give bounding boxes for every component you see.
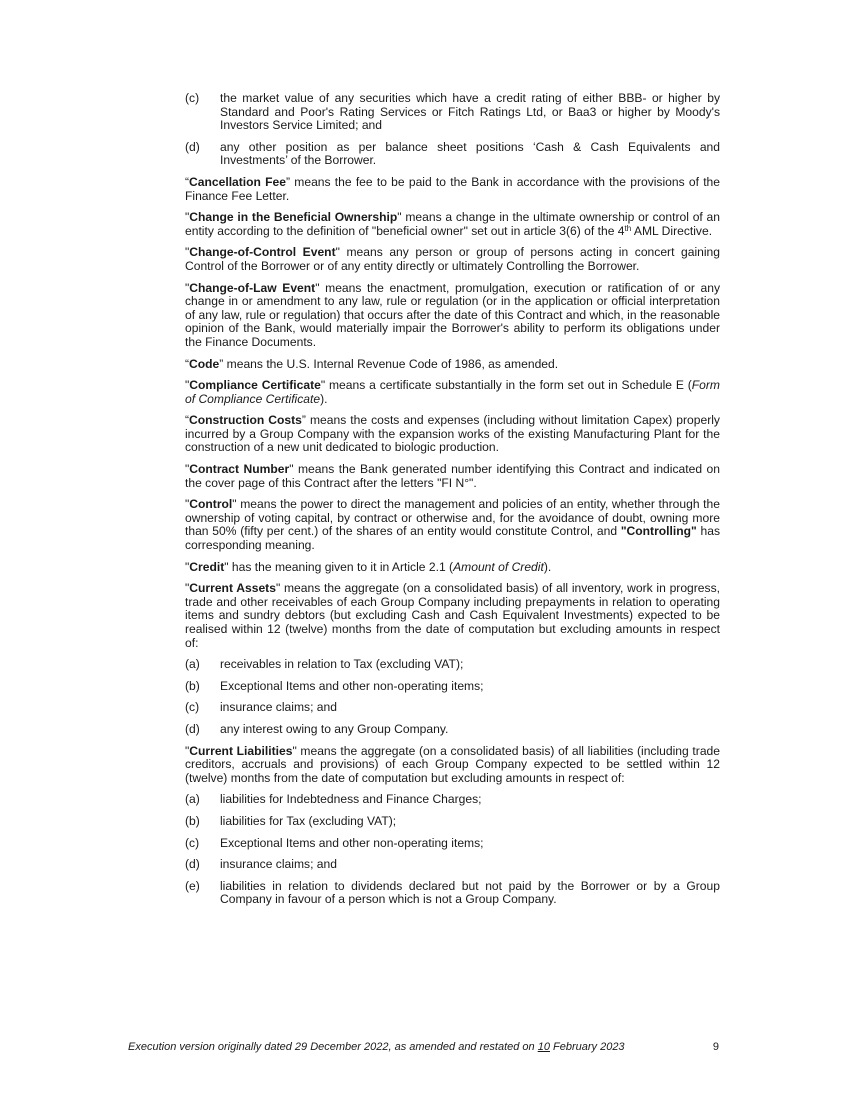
footer-text: Execution version originally dated 29 December 2022, as amended and restated on — [128, 1041, 538, 1053]
reference-title: Amount of Credit — [453, 559, 544, 574]
list-item-label: (b) — [185, 813, 200, 828]
definition-credit: "Credit" has the meaning given to it in Article 2.1 (Amount of Credit). — [185, 559, 552, 574]
current-liabilities-exclusions-list — [185, 793, 720, 907]
definition-change-beneficial-ownership: "Change in the Beneficial Ownership" means a change in the ultimate ownership or control of an entity according to the definition of "beneficial owner" set out in article 3(6) of the 4th AML Directive. — [185, 210, 720, 238]
list-item — [185, 815, 720, 829]
list-item — [185, 793, 720, 807]
list-item-text: insurance claims; and — [220, 700, 337, 715]
definition-text: means the enactment, promulgation, execution or ratification of or any change in or amendment to any law, rule or regulation (or in the application or official interpretation of any law, rule or regulation) that occurs after the date of this Contract and which, in the reasonable opinion of the Bank, would materially impair the Borrower's ability to perform its obligations under the Finance Documents. — [185, 280, 720, 349]
definition-text: has the meaning given to it in Article 2.1 ( — [228, 559, 454, 574]
list-item — [185, 858, 720, 872]
page-number: 9 — [712, 1041, 719, 1053]
list-item-text: Exceptional Items and other non-operating items; — [220, 678, 484, 693]
defined-term: Change-of-Law Event — [189, 280, 316, 295]
list-item — [185, 680, 720, 694]
definition-construction-costs: “Construction Costs” means the costs and expenses (including without limitation Capex) properly incurred by a Group Company with the expansion works of the existing Manufacturing Plant for the construction of a new unit dedicated to biologic production. — [185, 413, 720, 455]
page-footer — [128, 1041, 719, 1053]
defined-term: Cancellation Fee — [189, 174, 287, 189]
definition-text: means the Bank generated number identifying this Contract and indicated on the cover page of this Contract after the letters "FI N°". — [185, 462, 720, 490]
definition-cancellation-fee: “Cancellation Fee” means the fee to be paid to the Bank in accordance with the provisions of the Finance Fee Letter. — [185, 174, 721, 203]
list-item — [185, 658, 720, 672]
definition-control: "Control" means the power to direct the management and policies of an entity, whether through the ownership of voting capital, by contract or otherwise and, for the avoidance of doubt, owning more than 50% (fifty per cent.) of the shares of an entity would constitute Control, and "Controlling" has corresponding meaning. — [185, 497, 720, 553]
defined-term: Change in the Beneficial Ownership — [189, 210, 398, 225]
list-item-label: (c) — [185, 835, 200, 850]
list-item — [185, 880, 720, 907]
definition-text: means the power to direct the management and policies of an entity, whether through the ownership of voting capital, by contract or otherwise and, for the avoidance of doubt, owning more than 50% (fifty per cent.) of the shares of an entity would constitute Control, and — [185, 497, 720, 539]
list-item-text: insurance claims; and — [220, 857, 337, 872]
definition-text: means the aggregate (on a consolidated basis) of all inventory, work in progress, trade and other receivables of each Group Company including prepayments in relation to operating items and sundry debtors (but excluding Cash and Cash Equivalent Investments) expected to be realised within 12 (twelve) months from the date of computation but excluding amounts in respect of: — [185, 581, 720, 650]
defined-term: Credit — [189, 559, 225, 574]
definition-text: means the fee to be paid to the Bank in accordance with the provisions of the Finance Fee Letter. — [185, 174, 721, 203]
current-assets-exclusions-list — [185, 658, 720, 736]
definition-text: means any person or group of persons acting in concert gaining Control of the Borrower or of any entity directly or ultimately Controlling the Borrower. — [185, 245, 720, 273]
definition-current-assets: "Current Assets" means the aggregate (on a consolidated basis) of all inventory, work in progress, trade and other receivables of each Group Company including prepayments in relation to operating items and sundry debtors (but excluding Cash and Cash Equivalent Investments) expected to be realised within 12 (twelve) months from the date of computation but excluding amounts in respect of: — [185, 581, 720, 650]
list-item-label: (b) — [185, 678, 200, 693]
defined-term: "Controlling" — [620, 524, 697, 539]
definition-text: has corresponding meaning. — [185, 524, 720, 553]
list-item-label: (c) — [185, 700, 200, 715]
definition-code: “Code” means the U.S. Internal Revenue Code of 1986, as amended. — [185, 356, 559, 371]
defined-term: Code — [189, 356, 220, 371]
list-item-label: (c) — [185, 91, 200, 105]
list-item-text: Exceptional Items and other non-operating items; — [220, 835, 484, 850]
ordinal-suffix: th — [624, 223, 632, 233]
defined-term: Compliance Certificate — [189, 378, 321, 393]
page-body — [185, 92, 720, 915]
defined-term: Current Liabilities — [189, 743, 293, 758]
list-item-label: (e) — [185, 878, 200, 893]
definition-text: ). — [543, 559, 552, 574]
definition-text: means a certificate substantially in the form set out in Schedule E ( — [325, 378, 692, 393]
definition-text: AML Directive. — [631, 223, 713, 238]
list-item — [185, 701, 720, 715]
definition-text: means a change in the ultimate ownership or control of an entity according to the definition of "beneficial owner" set out in article 3(6) of the 4 — [185, 210, 720, 238]
top-list — [185, 92, 720, 168]
definition-contract-number: "Contract Number" means the Bank generated number identifying this Contract and indicated on the cover page of this Contract after the letters "FI N°". — [185, 462, 720, 490]
definition-text: means the costs and expenses (including without limitation Capex) properly incurred by a Group Company with the expansion works of the existing Manufacturing Plant for the construction of a new unit dedicated to biologic production. — [185, 413, 720, 455]
list-item-text: any interest owing to any Group Company. — [220, 721, 449, 736]
definition-text: ). — [320, 391, 328, 406]
list-item-label: (a) — [185, 657, 200, 672]
list-item-text: receivables in relation to Tax (excluding VAT); — [220, 657, 464, 672]
list-item-text: liabilities in relation to dividends declared but not paid by the Borrower or by a Group Company in favour of a person which is not a Group Company. — [220, 878, 720, 907]
list-item — [185, 92, 720, 133]
reference-title: Form of Compliance Certificate — [185, 378, 720, 406]
list-item-label: (d) — [185, 139, 200, 154]
definition-text: means the U.S. Internal Revenue Code of 1986, as amended. — [223, 356, 559, 371]
list-item-text: any other position as per balance sheet positions ‘Cash & Cash Equivalents and Investments’ of the Borrower. — [220, 139, 720, 168]
list-item-text: the market value of any securities which have a credit rating of either BBB- or higher by Standard and Poor's Rating Services or Fitch Ratings Ltd, or Baa3 or higher by Moody's Investors Service Limited; and — [220, 91, 720, 133]
defined-term: Control — [189, 497, 233, 512]
defined-term: Construction Costs — [189, 413, 302, 428]
list-item-label: (d) — [185, 721, 200, 736]
definition-change-of-law-event: "Change-of-Law Event" means the enactment, promulgation, execution or ratification of or any change in or amendment to any law, rule or regulation (or in the application or official interpretation of any law, rule or regulation) that occurs after the date of this Contract and which, in the reasonable opinion of the Bank, would materially impair the Borrower's ability to perform its obligations under the Finance Documents. — [185, 280, 720, 349]
list-item — [185, 723, 720, 737]
list-item-label: (a) — [185, 792, 200, 807]
definition-change-of-control-event: "Change-of-Control Event" means any person or group of persons acting in concert gaining Control of the Borrower or of any entity directly or ultimately Controlling the Borrower. — [185, 245, 720, 273]
list-item-text: liabilities for Indebtedness and Finance Charges; — [220, 792, 482, 807]
definition-text: means the aggregate (on a consolidated basis) of all liabilities (including trade creditors, accruals and provisions) of each Group Company expected to be settled within 12 (twelve) months from the date of computation but excluding amounts in respect of: — [185, 743, 720, 785]
list-item-text: liabilities for Tax (excluding VAT); — [220, 813, 397, 828]
list-item — [185, 837, 720, 851]
definition-compliance-certificate: "Compliance Certificate" means a certificate substantially in the form set out in Schedule E (Form of Compliance Certificate). — [185, 378, 720, 406]
definition-current-liabilities: "Current Liabilities" means the aggregate (on a consolidated basis) of all liabilities (including trade creditors, accruals and provisions) of each Group Company expected to be settled within 12 (twelve) months from the date of computation but excluding amounts in respect of: — [185, 743, 720, 785]
list-item — [185, 141, 720, 168]
defined-term: Current Assets — [189, 581, 276, 596]
defined-term: Contract Number — [189, 462, 290, 477]
footer-underlined-day: 10 — [537, 1041, 550, 1053]
list-item-label: (d) — [185, 857, 200, 872]
defined-term: Change-of-Control Event — [189, 245, 336, 260]
footer-text: February 2023 — [549, 1041, 625, 1053]
